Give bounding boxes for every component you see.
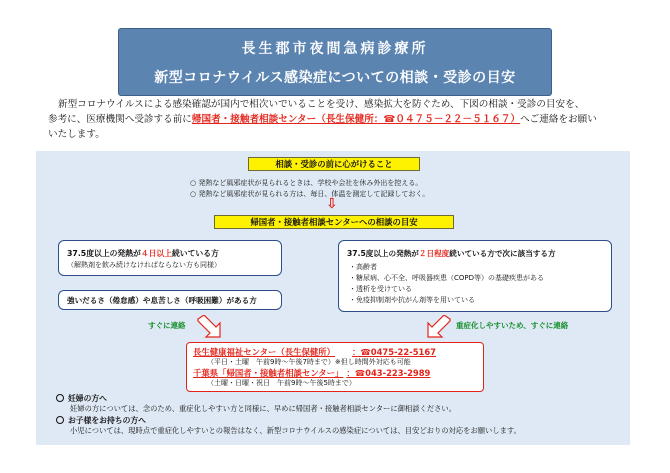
high-risk-item-3: ・透析を受けている [349, 285, 412, 293]
circle-bullet-icon [56, 394, 64, 402]
children-text: 小児については、現時点で重症化しやすいとの報告はなく、新型コロナウイルスの感染症については、目安どおりの対応をお願いします。 [70, 426, 521, 435]
title-banner [118, 28, 552, 96]
before-title: 相談・受診の前に心がけること [248, 157, 420, 171]
before-item-2: ○ 発熱など風邪症状が見られる方は、毎日、体温を測定して記録しておく。 [190, 190, 430, 198]
high-risk-highlight: ２日程度 [418, 249, 450, 258]
fever-4days-suffix: 続いている方 [172, 249, 219, 258]
high-risk-item-1: ・高齢者 [349, 263, 377, 271]
high-risk-item-2: ・糖尿病、心不全、呼吸器疾患（COPD等）の基礎疾患がある [349, 274, 545, 282]
high-risk-heading [347, 248, 556, 259]
center-2-name: 千葉県「帰国者・接触者相談センター」 [193, 368, 344, 378]
fever-4days-box [58, 240, 282, 276]
children-title-row [56, 415, 146, 426]
right-arrow-icon [424, 315, 452, 341]
breathing-box [58, 290, 282, 310]
fever-4days-note: （解熱剤を飲み続けなければならない方も同様） [67, 261, 221, 269]
high-risk-suffix: 続いている方で次に該当する方 [449, 249, 556, 258]
center-2-phone[interactable]: ：☎043-223-2989 [346, 368, 431, 378]
consult-center-highlight: 帰国者・接触者相談センター（長生保健所：☎０４７５－２２－５１６７） [191, 114, 521, 125]
high-risk-box [338, 240, 612, 312]
contact-now-label: すぐに連絡 [148, 321, 186, 330]
center-1-hours: （平日・土曜 午前9時～午後7時まで）※但し時間外対応も可能 [207, 358, 411, 366]
fever-4days-highlight: ４日以上 [140, 249, 173, 258]
center-1-name: 長生健康福祉センター（長生保健所） [193, 347, 336, 357]
pregnant-text: 妊婦の方については、念のため、重症化しやすい方と同様に、早めに帰国者・接触者相談センターに御相談ください。 [70, 404, 457, 413]
intro-line-3: いたします。 [48, 129, 105, 140]
down-arrow-icon: ⇩ [326, 196, 338, 212]
intro-line-2-suffix: へご連絡をお願い [520, 114, 597, 125]
page-title: 新型コロナウイルス感染症についての相談・受診の目安 [154, 70, 516, 86]
breathing-text: 強いだるさ（倦怠感）や息苦しさ（呼吸困難）がある方 [67, 296, 257, 305]
pregnant-title-row [56, 393, 107, 404]
high-risk-prefix: 37.5度以上の発熱が [347, 249, 419, 258]
clinic-name: 長生郡市夜間急病診療所 [241, 41, 429, 57]
guide-title: 帰国者・接触者相談センターへの相談の目安 [214, 215, 454, 229]
intro-line-2 [48, 112, 648, 127]
children-title: お子様をお持ちの方へ [68, 416, 146, 425]
intro-line-2-prefix: 参考に、医療機関へ受診する前に [48, 114, 192, 125]
fever-4days-text [67, 248, 219, 259]
fever-4days-prefix: 37.5度以上の発熱が [67, 249, 141, 258]
contact-now-severe-label: 重症化しやすいため、すぐに連絡 [456, 321, 569, 330]
left-arrow-icon [196, 315, 224, 341]
pregnant-title: 妊婦の方へ [68, 394, 107, 403]
center-2-hours: （土曜・日曜・祝日 午前9時～午後5時まで） [207, 379, 356, 387]
contact-centers-box [186, 342, 484, 392]
center-1-phone[interactable]: ：☎0475-22-5167 [351, 347, 437, 357]
before-item-1: ○ 発熱など風邪症状が見られるときは、学校や会社を休み外出を控える。 [190, 179, 423, 187]
circle-bullet-icon [56, 416, 64, 424]
intro-line-1: 新型コロナウイルスによる感染確認が国内で相次いでいることを受け、感染拡大を防ぐため、下図の相談・受診の目安を、 [58, 99, 585, 110]
intro-paragraph [48, 97, 648, 142]
high-risk-item-4: ・免疫抑制剤や抗がん剤等を用いている [349, 296, 475, 304]
